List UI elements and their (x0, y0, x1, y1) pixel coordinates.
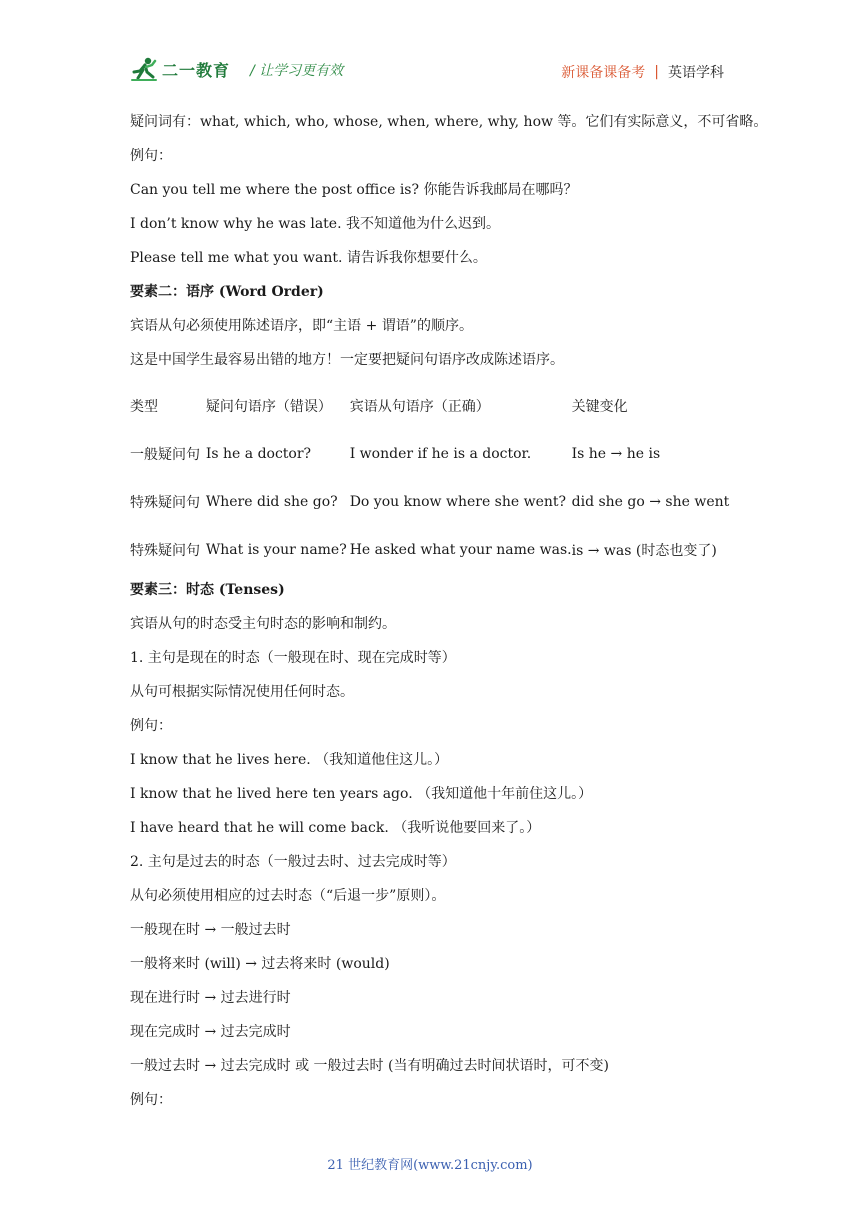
header-separator: | (654, 64, 659, 80)
point-description: 从句可根据实际情况使用任何时态。 (130, 684, 354, 700)
example-sentence: I have heard that he will come back. （我听说他要回来了。） (130, 820, 541, 836)
table-cell: Is he → he is (571, 446, 661, 462)
example-sentence: Please tell me what you want. 请告诉我你想要什么。 (130, 250, 487, 266)
section-title-tenses: 要素三：时态 (Tenses) (130, 582, 285, 598)
table-cell: Do you know where she went? (349, 494, 567, 510)
table-cell: did she go → she went (571, 494, 730, 510)
table-header-cell: 类型 (130, 399, 158, 415)
word-order-table (130, 382, 730, 574)
section-text: 这是中国学生最容易出错的地方！一定要把疑问句语序改成陈述语序。 (130, 352, 564, 368)
page-footer: 21 世纪教育网(www.21cnjy.com) (327, 1158, 533, 1173)
example-sentence: Can you tell me where the post office is? 你能告诉我邮局在哪吗？ (130, 182, 578, 198)
tense-change-item: 一般将来时 (will) → 过去将来时 (would) (130, 956, 390, 972)
table-cell: 特殊疑问句 (130, 495, 200, 511)
table-row (130, 478, 730, 526)
table-cell: What is your name? (205, 542, 347, 558)
header-right (561, 62, 724, 82)
header-subject: 英语学科 (668, 65, 724, 81)
table-cell: I wonder if he is a doctor. (349, 446, 532, 462)
table-header-row (130, 382, 730, 430)
example-sentence: I don’t know why he was late. 我不知道他为什么迟到。 (130, 216, 500, 232)
table-cell: Where did she go? (205, 494, 338, 510)
running-figure-icon (130, 56, 158, 82)
example-sentence: I know that he lives here. （我知道他住这儿。） (130, 752, 449, 768)
logo-text: 二一教育 (162, 60, 231, 80)
header-tag: 新课备课备考 (561, 65, 646, 81)
tense-change-item: 一般过去时 → 过去完成时 或 一般过去时 (当有明确过去时间状语时，可不变) (130, 1058, 609, 1074)
table-header-cell: 宾语从句语序（正确） (349, 399, 490, 415)
section-text: 宾语从句的时态受主句时态的影响和制约。 (130, 616, 396, 632)
document-body (130, 110, 768, 1122)
tense-change-item: 一般现在时 → 一般过去时 (130, 922, 291, 938)
example-label: 例句： (130, 1092, 172, 1108)
table-cell: He asked what your name was. (349, 542, 572, 558)
table-row (130, 526, 730, 574)
table-cell: is → was (时态也变了) (571, 543, 717, 559)
point-title: 2. 主句是过去的时态（一般过去时、过去完成时等） (130, 854, 456, 870)
example-label: 例句： (130, 148, 172, 164)
table-header-cell: 疑问句语序（错误） (205, 399, 332, 415)
table-cell: Is he a doctor? (205, 446, 312, 462)
example-label: 例句： (130, 718, 172, 734)
tense-change-item: 现在完成时 → 过去完成时 (130, 1024, 291, 1040)
section-title-word-order: 要素二：语序 (Word Order) (130, 284, 324, 300)
intro-text: 疑问词有：what, which, who, whose, when, where, why, how 等。它们有实际意义，不可省略。 (130, 114, 768, 130)
section-text: 宾语从句必须使用陈述语序，即“主语 + 谓语”的顺序。 (130, 318, 473, 334)
table-row (130, 430, 730, 478)
logo (130, 56, 230, 82)
table-cell: 一般疑问句 (130, 447, 200, 463)
slogan: / 让学习更有效 (250, 63, 344, 79)
table-header-cell: 关键变化 (571, 399, 628, 415)
example-sentence: I know that he lived here ten years ago. （我知道他十年前住这儿。） (130, 786, 593, 802)
point-description: 从句必须使用相应的过去时态（“后退一步”原则）。 (130, 888, 446, 904)
table-cell: 特殊疑问句 (130, 543, 200, 559)
page-header (0, 0, 860, 100)
tense-change-item: 现在进行时 → 过去进行时 (130, 990, 291, 1006)
point-title: 1. 主句是现在的时态（一般现在时、现在完成时等） (130, 650, 456, 666)
